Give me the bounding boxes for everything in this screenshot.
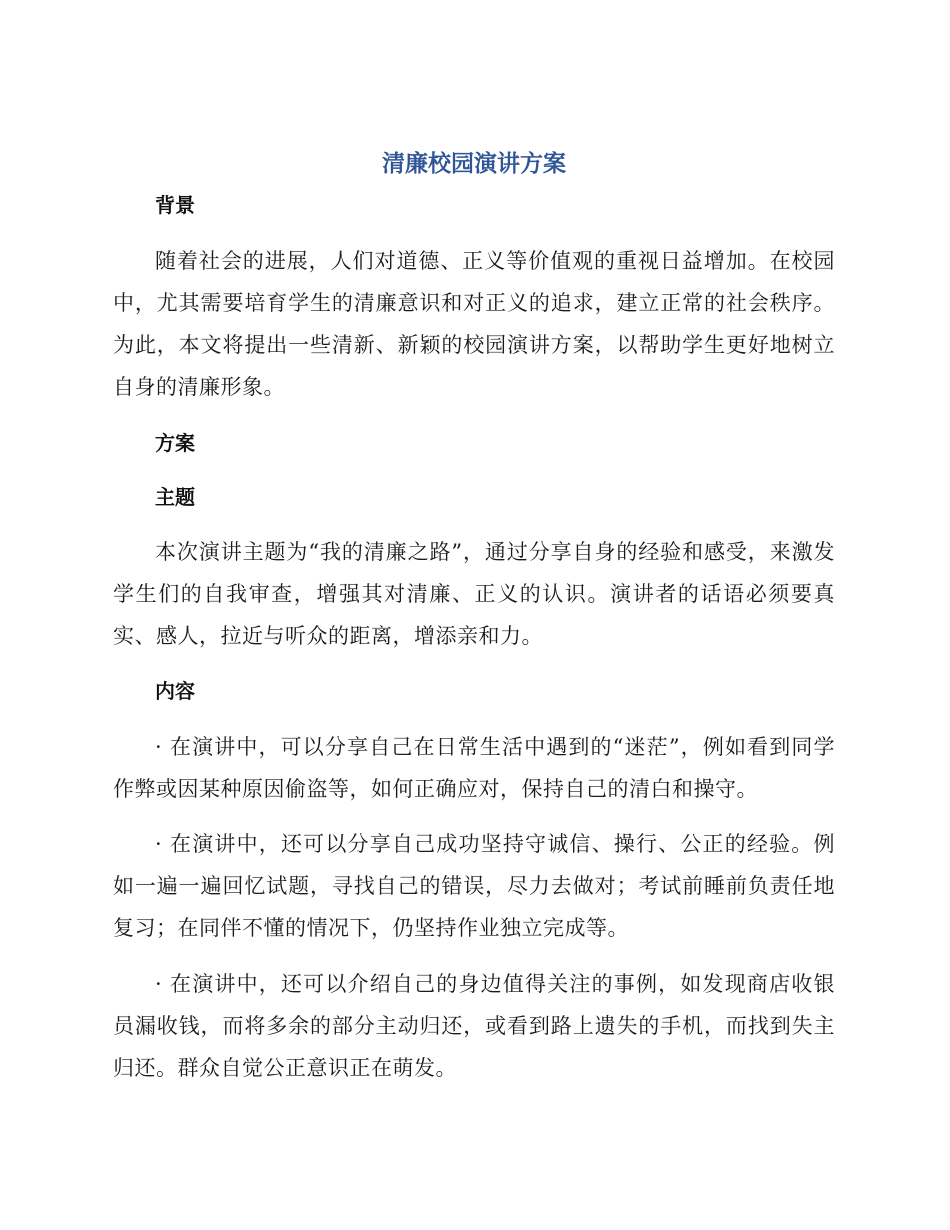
paragraph-background: 随着社会的进展，人们对道德、正义等价值观的重视日益增加。在校园中，尤其需要培育学生的清廉意识和对正义的追求，建立正常的社会秩序。为此，本文将提出一些清新、新颖的校园演讲方案，以帮助学生更好地树立自身的清廉形象。 [113, 249, 835, 399]
list-item-bullet-3: · 在演讲中，还可以介绍自己的身边值得关注的事例，如发现商店收银员漏收钱，而将多余的部分主动归还，或看到路上遗失的手机，而找到失主归还。群众自觉公正意识正在萌发。 [113, 972, 835, 1080]
list-item-bullet-2: · 在演讲中，还可以分享自己成功坚持守诚信、操行、公正的经验。例如一遍一遍回忆试题，寻找自己的错误，尽力去做对；考试前睡前负责任地复习；在同伴不懂的情况下，仍坚持作业独立完成等。 [113, 832, 835, 940]
section-heading-theme: 主题 [155, 485, 195, 509]
section-heading-plan: 方案 [155, 431, 195, 455]
section-heading-background: 背景 [155, 193, 195, 217]
document-title: 清廉校园演讲方案 [382, 151, 566, 177]
list-item-bullet-1: · 在演讲中，可以分享自己在日常生活中遇到的“迷茫”，例如看到同学作弊或因某种原因偷盗等，如何正确应对，保持自己的清白和操守。 [113, 735, 835, 801]
paragraph-theme: 本次演讲主题为“我的清廉之路”，通过分享自身的经验和感受，来激发学生们的自我审查，增强其对清廉、正义的认识。演讲者的话语必须要真实、感人，拉近与听众的距离，增添亲和力。 [113, 540, 835, 648]
section-heading-content: 内容 [155, 679, 195, 703]
